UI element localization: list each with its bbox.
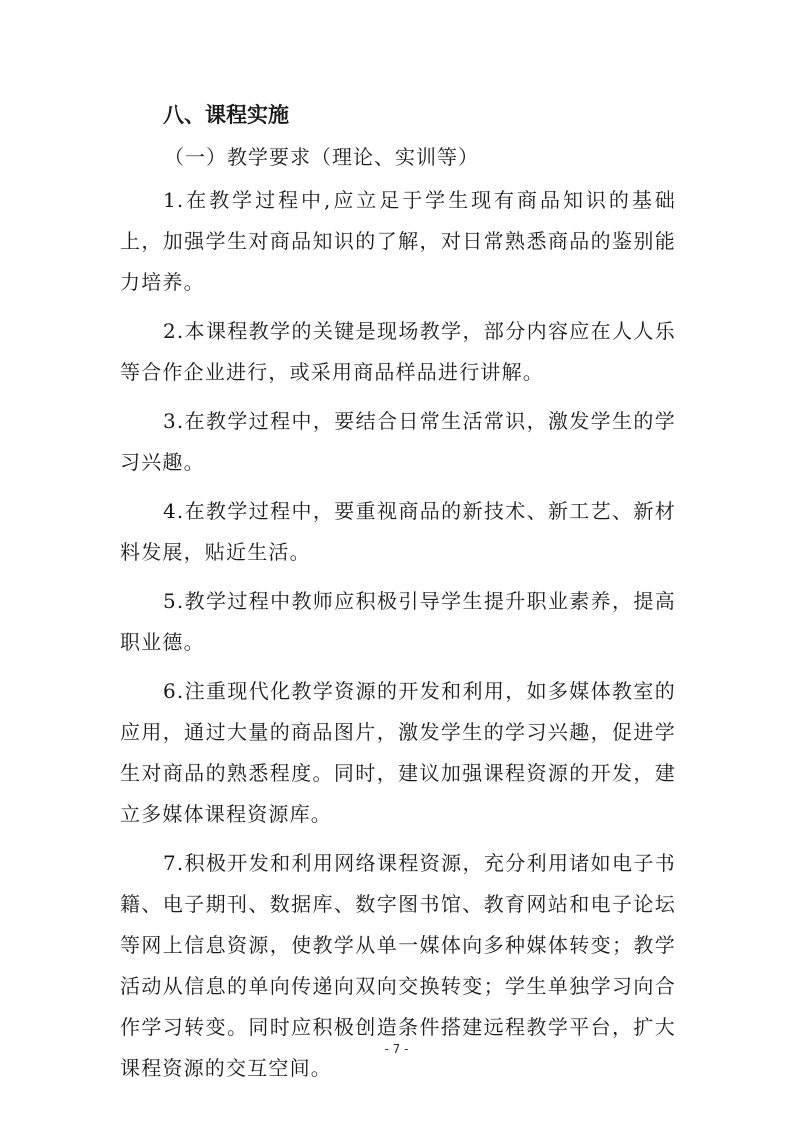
sub-title: （一）教学要求（理论、实训等） [164, 145, 479, 169]
content-body [120, 180, 676, 1097]
paragraph-3: 3.在教学过程中，要结合日常生活常识，激发学生的学习兴趣。 [120, 409, 676, 474]
paragraph-5: 5.教学过程中教师应积极引导学生提升职业素养，提高职业德。 [120, 589, 676, 654]
paragraph-4: 4.在教学过程中，要重视商品的新技术、新工艺、新材料发展，贴近生活。 [120, 499, 676, 564]
paragraph-2: 2.本课程教学的关键是现场教学，部分内容应在人人乐等合作企业进行，或采用商品样品进行讲解。 [120, 319, 676, 384]
paragraph-1: 1.在教学过程中,应立足于学生现有商品知识的基础上，加强学生对商品知识的了解，对日常熟悉商品的鉴别能力培养。 [120, 188, 676, 294]
section-title: 八、课程实施 [163, 103, 289, 127]
paragraph-6: 6.注重现代化教学资源的开发和利用，如多媒体教室的应用，通过大量的商品图片，激发学生的学习兴趣，促进学生对商品的熟悉程度。同时，建议加强课程资源的开发，建立多媒体课程资源库。 [120, 679, 676, 826]
page-number: - 7 - [384, 1042, 409, 1056]
paragraph-7: 7.积极开发和利用网络课程资源，充分利用诸如电子书籍、电子期刊、数据库、数字图书馆、教育网站和电子论坛等网上信息资源，使教学从单一媒体向多种媒体转变；教学活动从信息的单向传递向双向交换转变；学生单独学习向合作学习转变。同时应积极创造条件搭建远程教学平台，扩大课程资源的交互空间。 [120, 851, 676, 1080]
